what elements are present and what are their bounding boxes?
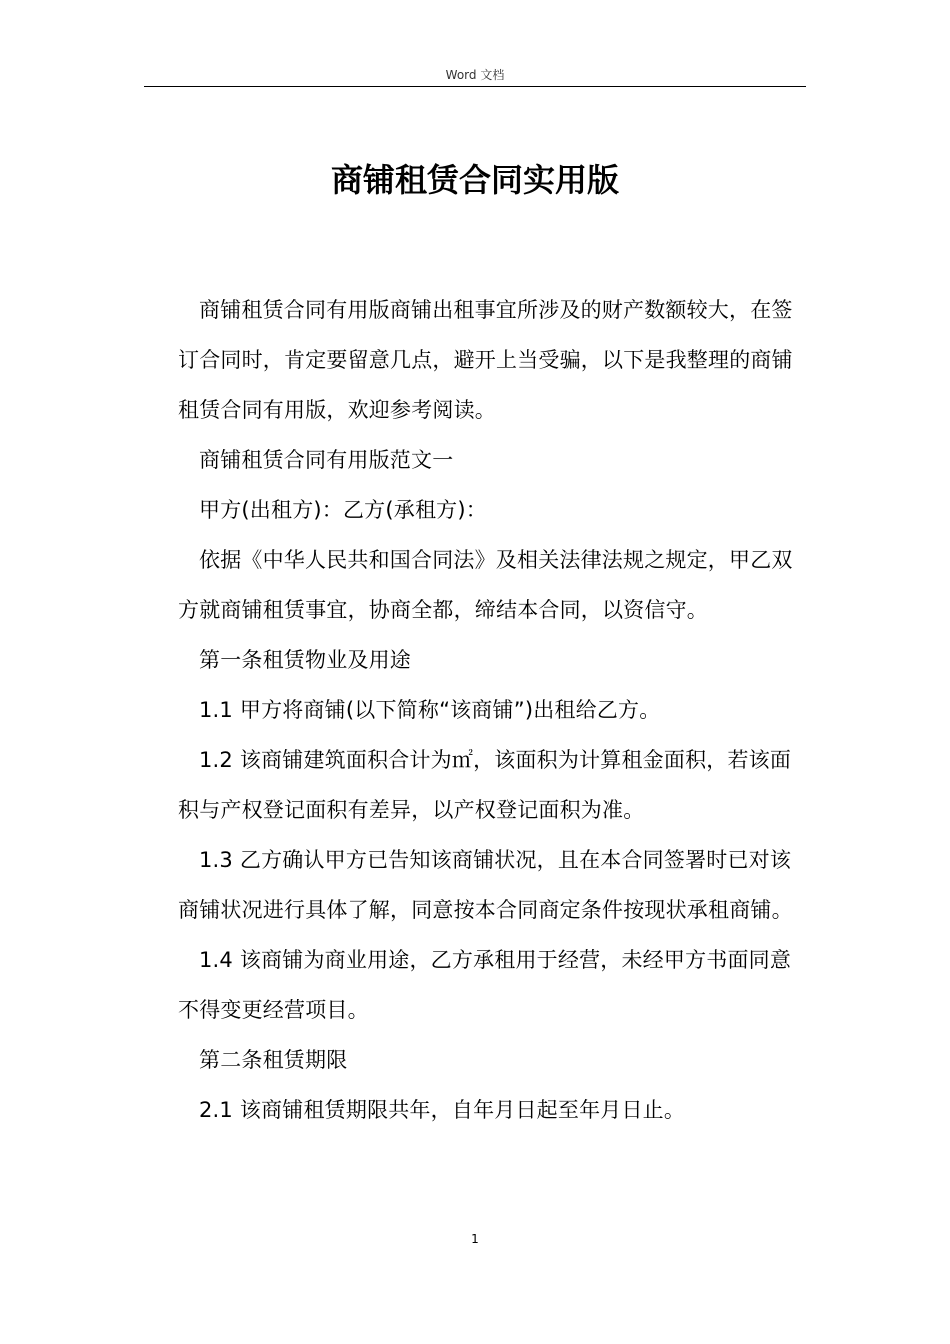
paragraph-legal-basis: 依据《中华人民共和国合同法》及相关法律法规之规定，甲乙双方就商铺租赁事宜，协商全都，缔结本合同，以资信守。 (178, 548, 793, 622)
clause-1-1: 1.1 甲方将商铺(以下简称“该商铺”)出租给乙方。 (199, 698, 661, 722)
clause-2-1: 2.1 该商铺租赁期限共年，自年月日起至年月日止。 (199, 1098, 686, 1122)
document-title: 商铺租赁合同实用版 (330, 161, 619, 199)
header-divider (144, 86, 806, 87)
header-label: Word 文档 (445, 68, 505, 82)
paragraph-sample-heading: 商铺租赁合同有用版范文一 (199, 448, 454, 472)
paragraph-parties: 甲方(出租方)：乙方(承租方)： (199, 498, 487, 522)
paragraph-intro: 商铺租赁合同有用版商铺出租事宜所涉及的财产数额较大，在签订合同时，肯定要留意几点，避开上当受骗，以下是我整理的商铺租赁合同有用版，欢迎参考阅读。 (178, 298, 793, 422)
page-number: 1 (471, 1232, 479, 1246)
article-1-heading: 第一条租赁物业及用途 (199, 648, 411, 672)
document-body (178, 285, 804, 1135)
article-2-heading: 第二条租赁期限 (199, 1048, 348, 1072)
clause-1-2: 1.2 该商铺建筑面积合计为㎡，该面积为计算租金面积，若该面积与产权登记面积有差异，以产权登记面积为准。 (178, 748, 792, 822)
clause-1-4: 1.4 该商铺为商业用途，乙方承租用于经营，未经甲方书面同意不得变更经营项目。 (178, 948, 792, 1022)
clause-1-3: 1.3 乙方确认甲方已告知该商铺状况，且在本合同签署时已对该商铺状况进行具体了解，同意按本合同商定条件按现状承租商铺。 (178, 848, 793, 922)
